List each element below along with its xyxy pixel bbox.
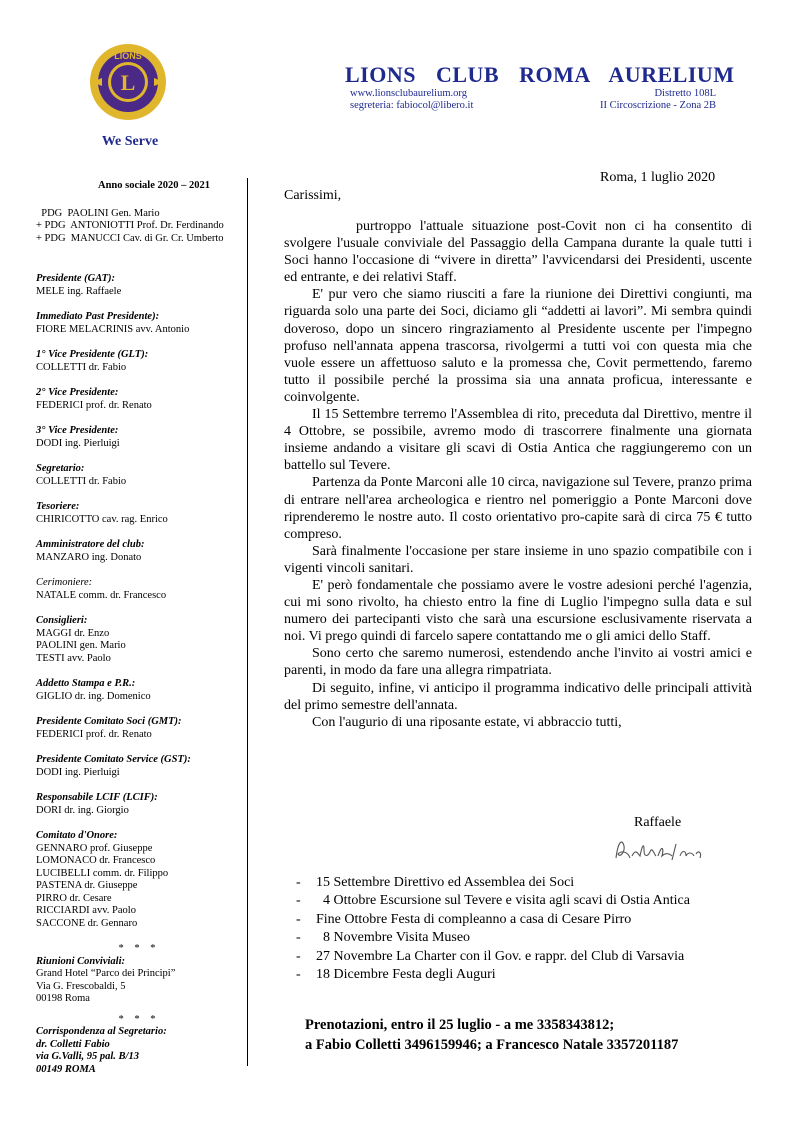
role-entry bbox=[36, 273, 242, 298]
meetings-line: Grand Hotel “Parco dei Principi” bbox=[36, 968, 176, 979]
motto: We Serve bbox=[101, 134, 159, 149]
role-title: 2° Vice Presidente: bbox=[36, 387, 119, 398]
social-year: Anno sociale 2020 – 2021 bbox=[97, 180, 210, 191]
role-title: 3° Vice Presidente: bbox=[36, 425, 119, 436]
role-member: MANZARO ing. Donato bbox=[36, 551, 142, 563]
role-member: PAOLINI gen. Mario bbox=[36, 640, 126, 651]
correspondence-block bbox=[36, 1026, 242, 1076]
role-member: TESTI avv. Paolo bbox=[36, 652, 111, 664]
pdg-item: PDG PAOLINI Gen. Mario bbox=[36, 207, 160, 219]
role-title: Amministratore del club: bbox=[36, 539, 145, 550]
role-title: Presidente Comitato Soci (GMT): bbox=[36, 716, 182, 727]
booking-info bbox=[305, 1015, 678, 1055]
separator-stars: * * * bbox=[118, 943, 160, 954]
event-item: - Fine Ottobre Festa di compleanno a casa di Cesare Pirro bbox=[296, 911, 632, 927]
role-member: GENNARO prof. Giuseppe bbox=[36, 842, 153, 854]
role-member: LUCIBELLI comm. dr. Filippo bbox=[36, 867, 169, 879]
booking-line: a Fabio Colletti 3496159946; a Francesco Natale 3357201187 bbox=[305, 1037, 679, 1053]
event-text: Fine Ottobre Festa di compleanno a casa di Cesare Pirro bbox=[316, 911, 632, 927]
website-link[interactable]: www.lionsclubaurelium.org bbox=[350, 88, 467, 99]
lions-logo bbox=[88, 42, 168, 122]
signer-name: Raffaele bbox=[634, 815, 682, 830]
column-divider bbox=[247, 178, 248, 1066]
svg-text:L: L bbox=[120, 70, 136, 95]
letter-paragraph: purtroppo l'attuale situazione post-Covit non ci ha consentito di svolgere l'usuale conviviale del Passaggio della Campana durante la quale tutti i Soci hanno l'occasione di “vivere in diretta” l'avvicendarsi dei Presidenti, uscente ed entrante, e dei relativi Staff. bbox=[284, 219, 752, 286]
role-entry bbox=[36, 577, 242, 602]
separator-stars: * * * bbox=[118, 1013, 160, 1025]
role-member: COLLETTI dr. Fabio bbox=[36, 475, 127, 487]
officers-sidebar bbox=[36, 180, 242, 1084]
salutation: Carissimi, bbox=[284, 188, 342, 203]
letter-paragraph: Partenza da Ponte Marconi alle 10 circa, navigazione sul Tevere, pranzo prima di entrare nell'area archeologica e rientro nel pomeriggio a Ponte Marconi dove riprenderemo le nostre auto. Il costo orientativo pro-capite sarà di circa 75 € tutto compreso. bbox=[284, 475, 752, 542]
role-title: Addetto Stampa e P.R.: bbox=[36, 678, 136, 689]
secretary-email[interactable]: segreteria: fabiocol@libero.it bbox=[350, 100, 474, 111]
role-member: FEDERICI prof. dr. Renato bbox=[36, 728, 152, 740]
role-title: Comitato d'Onore: bbox=[36, 830, 118, 841]
role-member: DODI ing. Pierluigi bbox=[36, 766, 120, 778]
letter-date: Roma, 1 luglio 2020 bbox=[600, 170, 716, 185]
letter-paragraph: Il 15 Settembre terremo l'Assemblea di rito, preceduta dal Direttivo, mentre il 4 Ottobre, se possibile, avremo modo di trascorrere finalmente una giornata insieme andando a visitare gli scavi di Ostia Antica che raggiungeremo con un battello sul Tevere. bbox=[284, 407, 752, 474]
role-member: NATALE comm. dr. Francesco bbox=[36, 589, 167, 601]
role-entry bbox=[36, 615, 242, 665]
role-entry bbox=[36, 754, 242, 779]
pdg-item: + PDG MANUCCI Cav. di Gr. Cr. Umberto bbox=[36, 232, 224, 244]
events-list bbox=[296, 874, 690, 984]
meetings-line: 00198 Roma bbox=[36, 993, 90, 1004]
pdg-item: + PDG ANTONIOTTI Prof. Dr. Ferdinando bbox=[36, 220, 224, 231]
role-entry bbox=[36, 387, 242, 412]
role-title: 1° Vice Presidente (GLT): bbox=[36, 349, 149, 360]
club-name: LIONS CLUB ROMA AURELIUM bbox=[345, 62, 735, 87]
role-member: FEDERICI prof. dr. Renato bbox=[36, 399, 152, 411]
letter-body bbox=[284, 218, 752, 731]
role-member: GIGLIO dr. ing. Domenico bbox=[36, 690, 151, 702]
handwritten-signature bbox=[610, 832, 710, 866]
letter-paragraph: Sono certo che saremo numerosi, estendendo anche l'invito ai vostri amici e parenti, in modo da fare una allegra rimpatriata. bbox=[284, 646, 752, 679]
role-title: Cerimoniere: bbox=[36, 577, 93, 588]
event-item: - 4 Ottobre Escursione sul Tevere e visita agli scavi di Ostia Antica bbox=[296, 893, 690, 909]
correspondence-line: 00149 ROMA bbox=[36, 1063, 96, 1075]
role-title: Presidente (GAT): bbox=[36, 273, 116, 284]
meetings-title: Riunioni Conviviali: bbox=[36, 955, 125, 967]
role-member: MAGGI dr. Enzo bbox=[36, 627, 110, 639]
meetings-line: Via G. Frescobaldi, 5 bbox=[36, 980, 126, 992]
role-member: PASTENA dr. Giuseppe bbox=[36, 880, 138, 891]
role-entry bbox=[36, 463, 242, 488]
role-member: PIRRO dr. Cesare bbox=[36, 892, 112, 904]
role-title: Consiglieri: bbox=[36, 615, 88, 626]
event-item: - 27 Novembre La Charter con il Gov. e rappr. del Club di Varsavia bbox=[296, 948, 685, 964]
role-entry bbox=[36, 349, 242, 374]
role-title: Segretario: bbox=[36, 463, 85, 474]
district-label: Distretto 108L bbox=[654, 88, 716, 99]
role-entry bbox=[36, 425, 242, 450]
role-entry bbox=[36, 830, 242, 930]
role-member: LOMONACO dr. Francesco bbox=[36, 855, 156, 866]
role-entry bbox=[36, 311, 242, 336]
event-item: - 15 Settembre Direttivo ed Assemblea dei Soci bbox=[296, 875, 575, 890]
role-entry bbox=[36, 716, 242, 741]
meetings-block bbox=[36, 956, 242, 1006]
role-member: FIORE MELACRINIS avv. Antonio bbox=[36, 323, 190, 335]
event-item: - 18 Dicembre Festa degli Auguri bbox=[296, 967, 496, 983]
event-text: 27 Novembre La Charter con il Gov. e rappr. del Club di Varsavia bbox=[316, 948, 685, 964]
svg-text:LIONS: LIONS bbox=[114, 51, 142, 61]
role-member: MELE ing. Raffaele bbox=[36, 285, 122, 297]
role-entry bbox=[36, 678, 242, 703]
correspondence-line: Corrispondenza al Segretario: bbox=[36, 1026, 167, 1037]
roles-list bbox=[36, 273, 242, 930]
zone-label: II Circoscrizione - Zona 2B bbox=[599, 100, 716, 111]
event-item: - 8 Novembre Visita Museo bbox=[296, 930, 471, 946]
role-member: DORI dr. ing. Giorgio bbox=[36, 804, 129, 816]
role-member: DODI ing. Pierluigi bbox=[36, 437, 120, 449]
letter-paragraph: E' però fondamentale che possiamo avere le vostre adesioni perché l'agenzia, cui mi sono rivolto, ha chiesto entro la fine di Luglio l'impegno sulla data e sul numero dei partecipanti visto che sarà una escursione esclusivamente riservata a noi. Vi prego quindi di farcelo sapere contattando me o gli amici dello Staff. bbox=[284, 577, 752, 645]
letter-paragraph: Con l'augurio di una riposante estate, vi abbraccio tutti, bbox=[312, 714, 622, 730]
role-title: Immediato Past Presidente): bbox=[36, 311, 160, 322]
letter-paragraph: Sarà finalmente l'occasione per stare insieme in uno spazio compatibile con i vigenti vincoli sanitari. bbox=[284, 543, 752, 576]
correspondence-line: via G.Valli, 95 pal. B/13 bbox=[36, 1051, 139, 1062]
event-text: 18 Dicembre Festa degli Auguri bbox=[316, 967, 496, 983]
role-entry bbox=[36, 539, 242, 564]
event-text: 15 Settembre Direttivo ed Assemblea dei Soci bbox=[316, 875, 575, 890]
role-title: Presidente Comitato Service (GST): bbox=[36, 754, 191, 765]
letter-paragraph: Di seguito, infine, vi anticipo il programma indicativo delle principali attività del primo semestre dell'annata. bbox=[284, 680, 752, 713]
correspondence-line: dr. Colletti Fabio bbox=[36, 1038, 110, 1050]
role-title: Responsabile LCIF (LCIF): bbox=[36, 792, 158, 803]
role-entry bbox=[36, 501, 242, 526]
role-title: Tesoriere: bbox=[36, 501, 80, 512]
booking-line: Prenotazioni, entro il 25 luglio - a me 3358343812; bbox=[305, 1017, 615, 1033]
role-entry bbox=[36, 792, 242, 817]
pdg-list bbox=[36, 208, 242, 246]
event-text: 4 Ottobre Escursione sul Tevere e visita agli scavi di Ostia Antica bbox=[316, 893, 690, 909]
role-member: CHIRICOTTO cav. rag. Enrico bbox=[36, 513, 168, 525]
letter-paragraph: E' pur vero che siamo riusciti a fare la riunione dei Direttivi congiunti, ma riguarda solo una parte dei Soci, diciamo gli “addetti ai lavori”. Mi sembra quindi doveroso, dopo un sincero ringraziamento al Presidente uscente per l'impegno profuso nell'annata appena trascorsa, rivolgermi a tutti voi con questa mia che vuole essere un affettuoso saluto e la promessa che, Covit permettendo, faremo tutto il possibile perché la prossima sia una annata proficua, interessante e coinvolgente. bbox=[284, 287, 752, 405]
role-member: RICCIARDI avv. Paolo bbox=[36, 905, 136, 916]
role-member: COLLETTI dr. Fabio bbox=[36, 361, 127, 373]
role-member: SACCONE dr. Gennaro bbox=[36, 917, 138, 929]
event-text: 8 Novembre Visita Museo bbox=[316, 930, 471, 946]
